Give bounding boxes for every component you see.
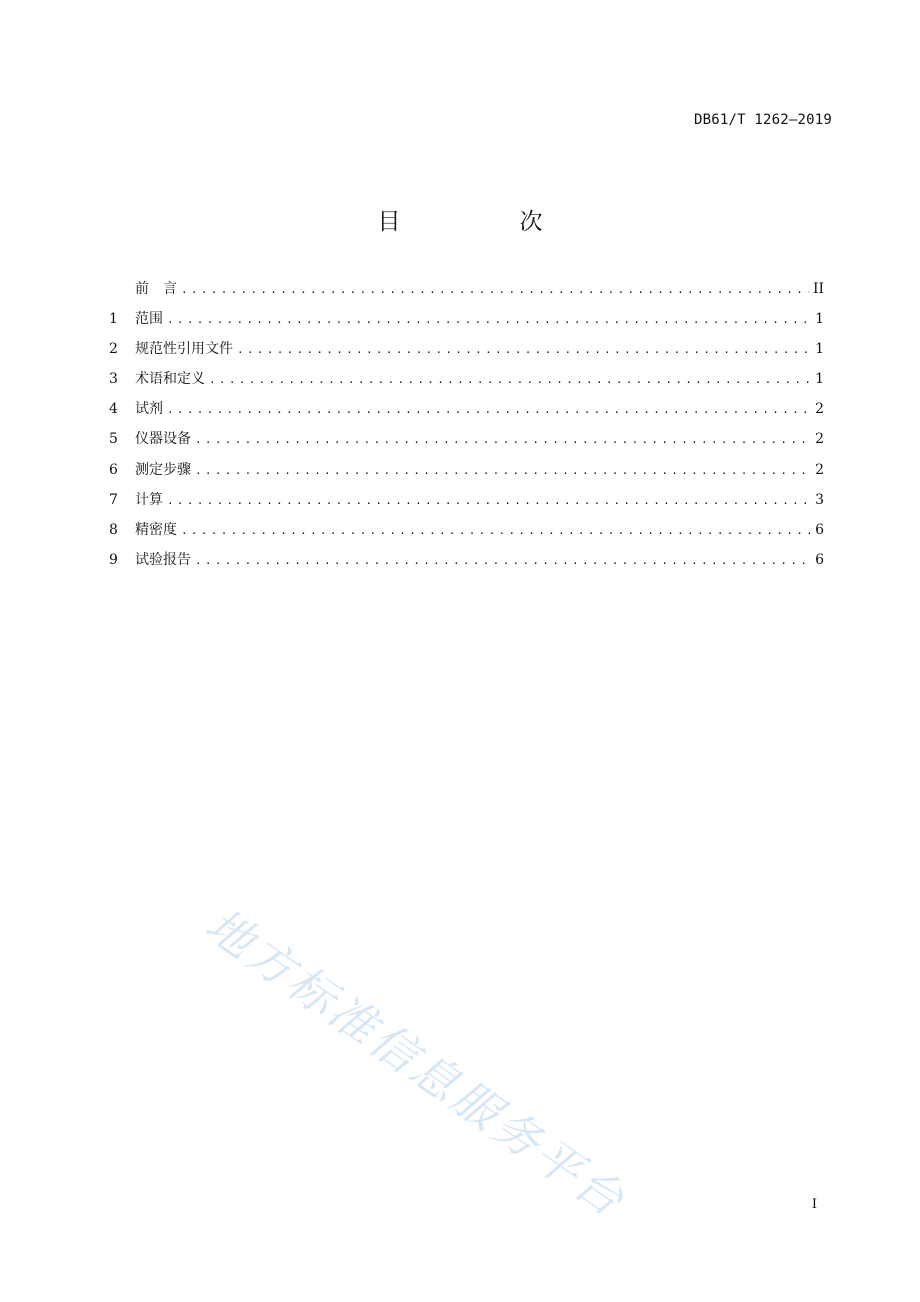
toc-entry-number: 5: [109, 431, 118, 448]
toc-leader-dots: [195, 433, 810, 446]
toc-entry-page: II: [812, 281, 824, 297]
page-number: I: [811, 1197, 817, 1212]
toc-entry-label: 仪器设备: [135, 431, 191, 448]
toc-leader-dots: [195, 554, 810, 567]
toc-entry-page: 2: [815, 401, 824, 418]
toc-entry-preface[interactable]: [109, 278, 824, 308]
toc-entry-reagents[interactable]: [109, 398, 824, 428]
toc-leader-dots: [209, 373, 810, 386]
toc-entry-scope[interactable]: [109, 308, 824, 338]
toc-entry-number: 8: [109, 521, 118, 538]
toc-entry-page: 1: [815, 311, 824, 328]
toc-entry-number: 6: [109, 461, 118, 478]
toc-leader-dots: [237, 343, 810, 356]
toc-entry-apparatus[interactable]: [109, 428, 824, 458]
toc-entry-label: 精密度: [135, 521, 177, 538]
toc-entry-page: 6: [815, 551, 824, 568]
toc-entry-number: 2: [109, 341, 118, 358]
toc-entry-label: 计算: [135, 491, 163, 508]
toc-entry-number: 7: [109, 491, 118, 508]
toc-entry-label: 试剂: [135, 401, 163, 418]
toc-leader-dots: [181, 524, 810, 537]
toc-entry-number: 4: [109, 401, 118, 418]
toc-leader-dots: [181, 283, 809, 296]
toc-entry-normative-references[interactable]: [109, 338, 824, 368]
toc-entry-precision[interactable]: [109, 519, 824, 549]
toc-entry-terms-definitions[interactable]: [109, 368, 824, 398]
toc-leader-dots: [167, 494, 810, 507]
toc-entry-number: 1: [109, 311, 118, 328]
table-of-contents: [109, 278, 824, 579]
toc-entry-label: 规范性引用文件: [135, 341, 233, 358]
toc-title: 目 次: [377, 209, 591, 235]
toc-entry-procedure[interactable]: [109, 459, 824, 489]
toc-entry-page: 2: [815, 431, 824, 448]
toc-entry-page: 6: [815, 521, 824, 538]
toc-entry-label: 测定步骤: [135, 461, 191, 478]
toc-entry-page: 2: [815, 461, 824, 478]
toc-entry-label: 试验报告: [135, 551, 191, 568]
toc-leader-dots: [195, 464, 810, 477]
watermark: 地方标准信息服务平台: [195, 897, 637, 1229]
toc-entry-number: 3: [109, 371, 118, 388]
toc-entry-label: 范围: [135, 311, 163, 328]
toc-entry-label: 前 言: [135, 281, 177, 297]
toc-entry-number: 9: [109, 551, 118, 568]
toc-entry-page: 3: [815, 491, 824, 508]
toc-entry-test-report[interactable]: [109, 549, 824, 579]
toc-leader-dots: [167, 313, 810, 326]
toc-entry-page: 1: [815, 341, 824, 358]
toc-entry-page: 1: [815, 371, 824, 388]
document-code: DB61/T 1262—2019: [693, 112, 832, 128]
toc-leader-dots: [167, 403, 810, 416]
toc-entry-label: 术语和定义: [135, 371, 205, 388]
toc-entry-calculation[interactable]: [109, 489, 824, 519]
